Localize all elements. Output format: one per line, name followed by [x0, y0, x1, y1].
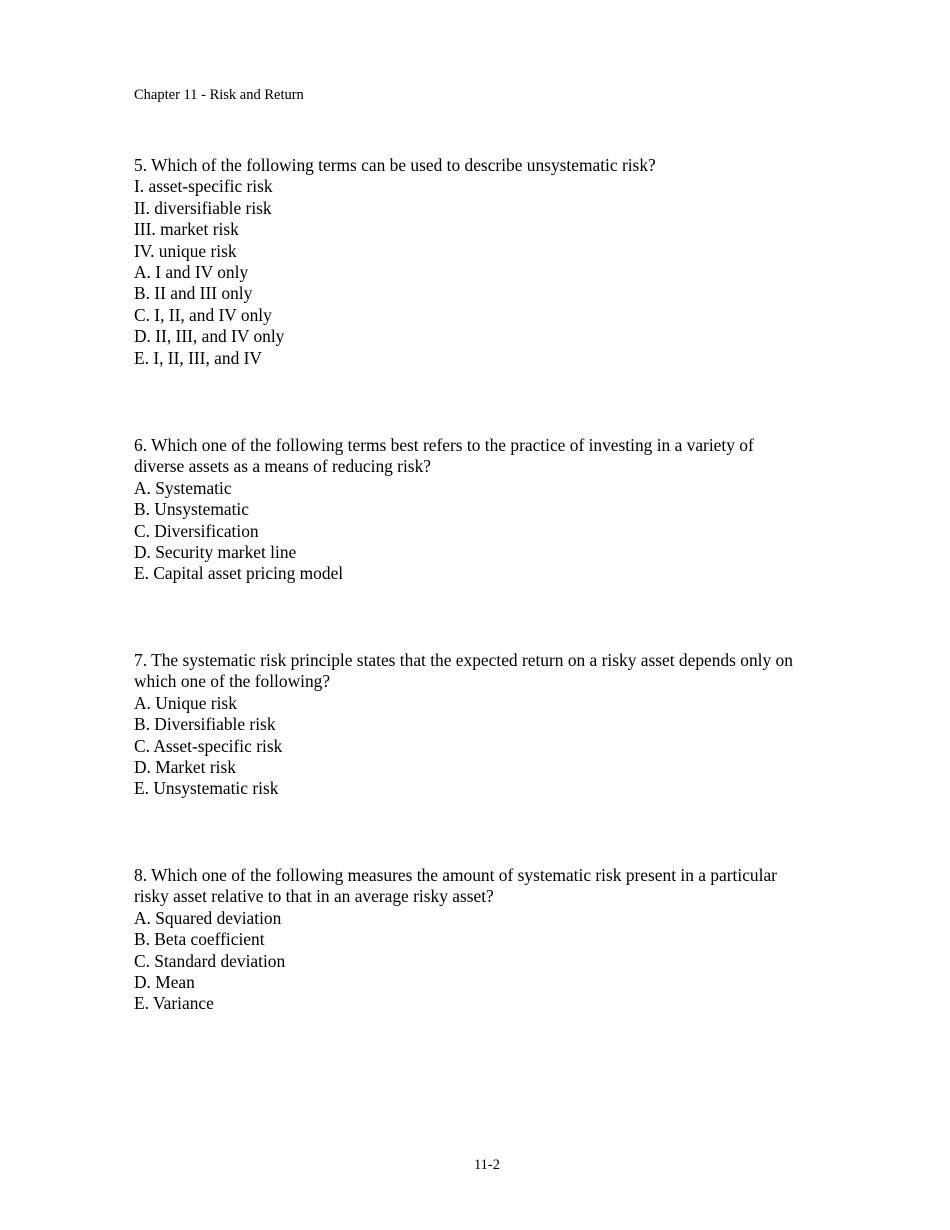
answer-option: B. Diversifiable risk — [134, 714, 276, 735]
answer-option: D. II, III, and IV only — [134, 326, 285, 347]
answer-option: A. Systematic — [134, 477, 232, 498]
statement-item: III. market risk — [134, 219, 239, 240]
answer-option: C. Asset-specific risk — [134, 735, 283, 756]
question-7 — [134, 650, 854, 800]
question-8 — [134, 865, 854, 1015]
answer-option: C. Standard deviation — [134, 950, 286, 971]
statement-item: I. asset-specific risk — [134, 176, 273, 197]
answer-option: A. I and IV only — [134, 262, 249, 283]
question-stem-line: 8. Which one of the following measures the amount of systematic risk present in a particular — [134, 865, 777, 885]
statement-item: IV. unique risk — [134, 240, 237, 261]
answer-option: A. Unique risk — [134, 692, 237, 713]
question-stem-line: 7. The systematic risk principle states that the expected return on a risky asset depends only on — [134, 650, 793, 670]
answer-option: C. I, II, and IV only — [134, 304, 272, 325]
question-stem-line: 6. Which one of the following terms best refers to the practice of investing in a variety of — [134, 435, 754, 455]
answer-option: D. Market risk — [134, 757, 236, 778]
answer-option: E. Variance — [134, 993, 214, 1014]
question-stem-line: which one of the following? — [134, 671, 331, 692]
answer-option: B. II and III only — [134, 283, 253, 304]
answer-option: C. Diversification — [134, 520, 259, 541]
answer-option: A. Squared deviation — [134, 907, 282, 928]
answer-option: E. Unsystematic risk — [134, 778, 279, 799]
question-6 — [134, 435, 854, 585]
answer-option: B. Beta coefficient — [134, 929, 265, 950]
answer-option: D. Security market line — [134, 542, 297, 563]
answer-option: E. Capital asset pricing model — [134, 563, 344, 584]
question-5 — [134, 155, 854, 369]
page-number: 11-2 — [473, 1157, 501, 1173]
answer-option: D. Mean — [134, 972, 195, 993]
answer-option: B. Unsystematic — [134, 499, 249, 520]
question-stem-line: diverse assets as a means of reducing risk? — [134, 456, 431, 477]
page-header: Chapter 11 - Risk and Return — [134, 87, 304, 103]
question-stem: 5. Which of the following terms can be used to describe unsystematic risk? — [134, 155, 656, 175]
statement-item: II. diversifiable risk — [134, 197, 272, 218]
answer-option: E. I, II, III, and IV — [134, 347, 262, 368]
question-stem-line: risky asset relative to that in an average risky asset? — [134, 886, 494, 907]
